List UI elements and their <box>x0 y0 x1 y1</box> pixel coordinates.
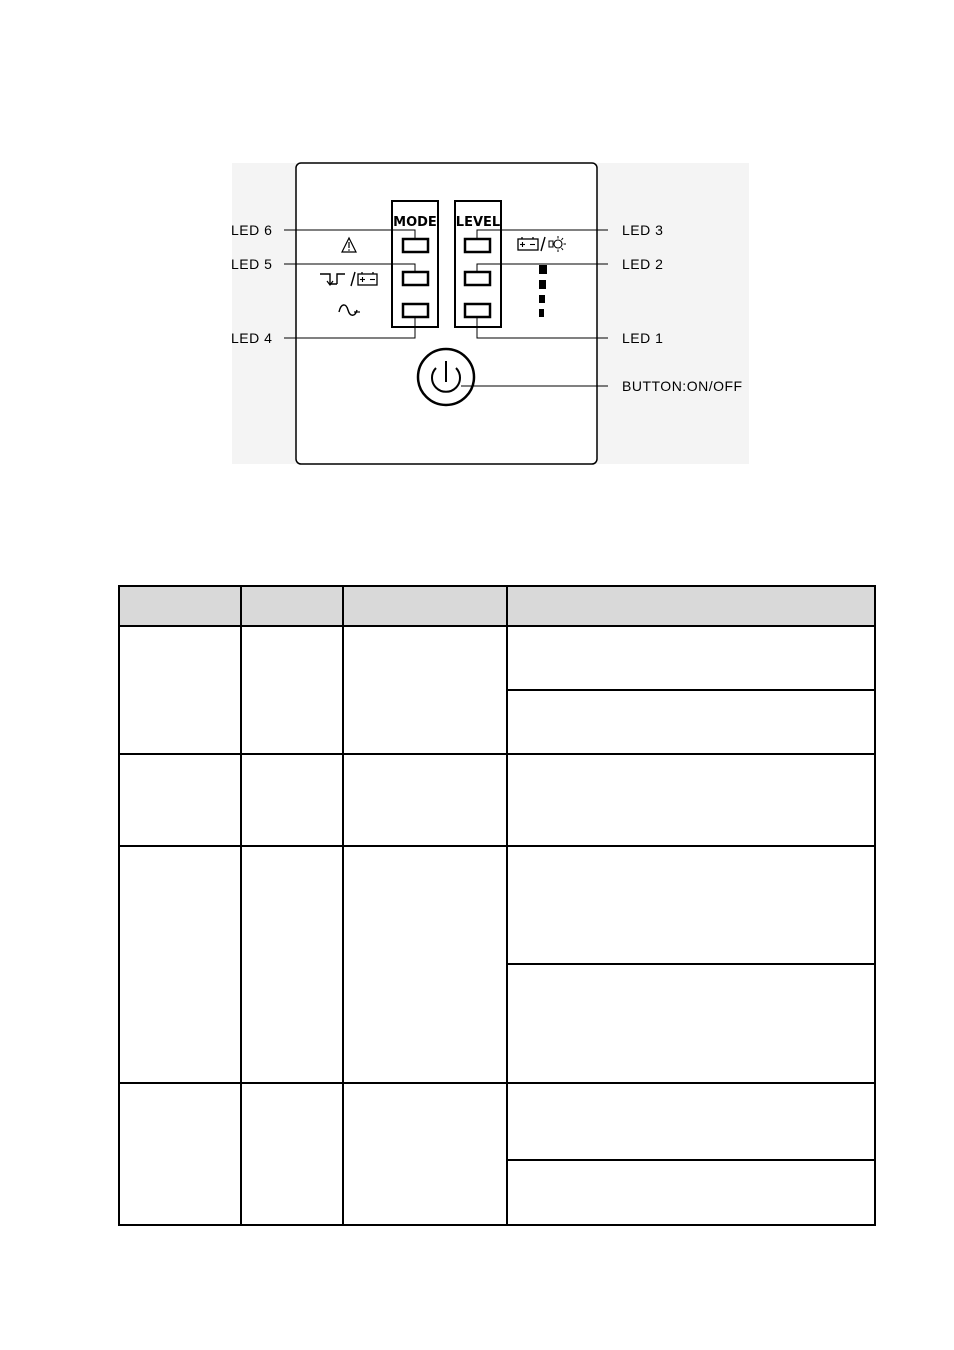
table-row <box>119 1083 875 1160</box>
table-cell <box>119 1083 241 1225</box>
label-led5: LED 5 <box>231 256 273 272</box>
table-cell <box>241 1083 343 1225</box>
led-status-table <box>118 585 876 1226</box>
header-cell <box>507 586 875 626</box>
table-cell <box>119 754 241 846</box>
power-button[interactable] <box>418 349 474 405</box>
header-cell <box>241 586 343 626</box>
table-cell <box>343 846 507 1083</box>
table-cell <box>241 754 343 846</box>
table-cell <box>343 626 507 754</box>
table-row <box>119 626 875 690</box>
header-cell <box>119 586 241 626</box>
led-1 <box>465 304 490 317</box>
level-label: LEVEL <box>455 215 501 230</box>
table-row <box>119 846 875 964</box>
label-led2: LED 2 <box>622 256 664 272</box>
led-5 <box>403 272 428 285</box>
label-led3: LED 3 <box>622 222 664 238</box>
label-led6: LED 6 <box>231 222 273 238</box>
table-cell <box>241 626 343 754</box>
mode-label: MODE <box>393 215 437 230</box>
table-cell <box>343 754 507 846</box>
table-cell <box>507 1083 875 1160</box>
label-led1: LED 1 <box>622 330 664 346</box>
table-cell <box>507 964 875 1083</box>
front-panel-svg <box>0 0 954 480</box>
table-cell <box>241 846 343 1083</box>
led-2 <box>465 272 490 285</box>
led-6 <box>403 239 428 252</box>
label-led4: LED 4 <box>231 330 273 346</box>
table-cell <box>507 626 875 690</box>
table-cell <box>343 1083 507 1225</box>
table-cell <box>507 1160 875 1225</box>
table-header-row <box>119 586 875 626</box>
front-panel-diagram <box>0 0 954 480</box>
table-cell <box>119 626 241 754</box>
table-cell <box>507 754 875 846</box>
table-cell <box>507 846 875 964</box>
panel-outline <box>296 163 597 464</box>
table-cell <box>507 690 875 754</box>
header-cell <box>343 586 507 626</box>
table-row <box>119 754 875 846</box>
led-4 <box>403 304 428 317</box>
led-3 <box>465 239 490 252</box>
label-button: BUTTON:ON/OFF <box>622 378 743 394</box>
table-cell <box>119 846 241 1083</box>
